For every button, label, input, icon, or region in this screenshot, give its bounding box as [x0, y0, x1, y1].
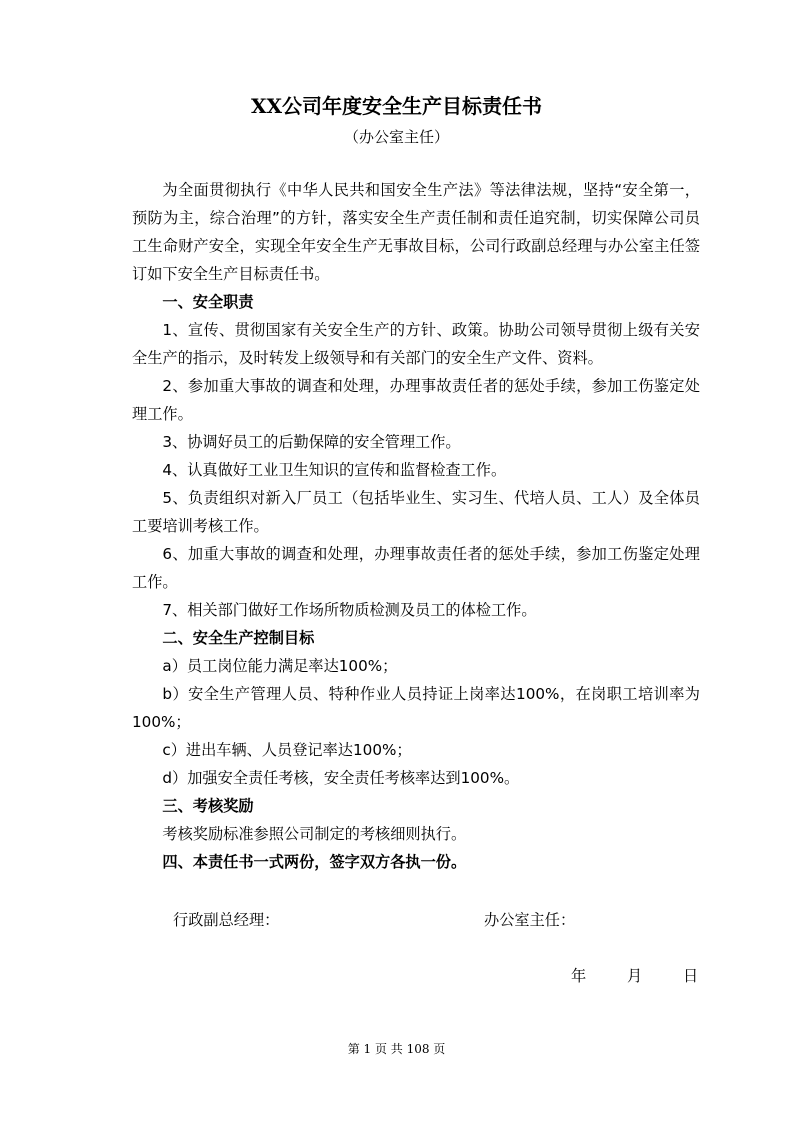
duty-item-7: 7、相关部门做好工作场所物质检测及员工的体检工作。 — [162, 601, 537, 619]
signature-left-label: 行政副总经理： — [173, 911, 280, 929]
target-item-a: a）员工岗位能力满足率达100%； — [162, 657, 398, 675]
page-footer: 第 1 页 共 108 页 — [347, 1042, 446, 1056]
signature-right-label: 办公室主任： — [484, 911, 576, 929]
date-year-label: 年 — [571, 967, 587, 985]
duty-item-6: 6、加重大事故的调查和处理，办理事故责任者的惩处手续，参加工伤鉴定处理工作。 — [132, 545, 700, 591]
reward-paragraph: 考核奖励标准参照公司制定的考核细则执行。 — [162, 825, 467, 843]
section-heading-1: 一、安全职责 — [162, 293, 254, 311]
section-heading-3: 三、考核奖励 — [162, 797, 254, 815]
target-item-c: c）进出车辆、人员登记率达100%； — [162, 741, 412, 759]
document-title: XX公司年度安全生产目标责任书 — [250, 94, 543, 118]
duty-item-1: 1、宣传、贯彻国家有关安全生产的方针、政策。协助公司领导贯彻上级有关安全生产的指示，及时转发上级领导和有关部门的安全生产文件、资料。 — [132, 321, 700, 367]
document-subtitle: （办公室主任） — [343, 128, 449, 146]
duty-item-5: 5、负责组织对新入厂员工（包括毕业生、实习生、代培人员、工人）及全体员工要培训考核工作。 — [132, 489, 700, 535]
target-item-b: b）安全生产管理人员、特种作业人员持证上岗率达100%，在岗职工培训率为100%； — [132, 685, 700, 731]
duty-item-4: 4、认真做好工业卫生知识的宣传和监督检查工作。 — [162, 461, 507, 479]
target-item-d: d）加强安全责任考核，安全责任考核率达到100%。 — [162, 769, 520, 787]
duty-item-3: 3、协调好员工的后勤保障的安全管理工作。 — [162, 433, 461, 451]
date-day-label: 日 — [683, 967, 699, 985]
duty-item-2: 2、参加重大事故的调查和处理，办理事故责任者的惩处手续，参加工伤鉴定处理工作。 — [132, 377, 700, 423]
document-body — [132, 176, 700, 876]
section-heading-4: 四、本责任书一式两份，签字双方各执一份。 — [162, 853, 467, 871]
date-month-label: 月 — [627, 967, 643, 985]
section-heading-2: 二、安全生产控制目标 — [162, 629, 315, 647]
intro-paragraph: 为全面贯彻执行《中华人民共和国安全生产法》等法律法规，坚持“安全第一，预防为主，综合治理”的方针，落实安全生产责任制和责任追究制，切实保障公司员工生命财产安全，实现全年安全生产无事故目标，公司行政副总经理与办公室主任签订如下安全生产目标责任书。 — [132, 181, 700, 283]
